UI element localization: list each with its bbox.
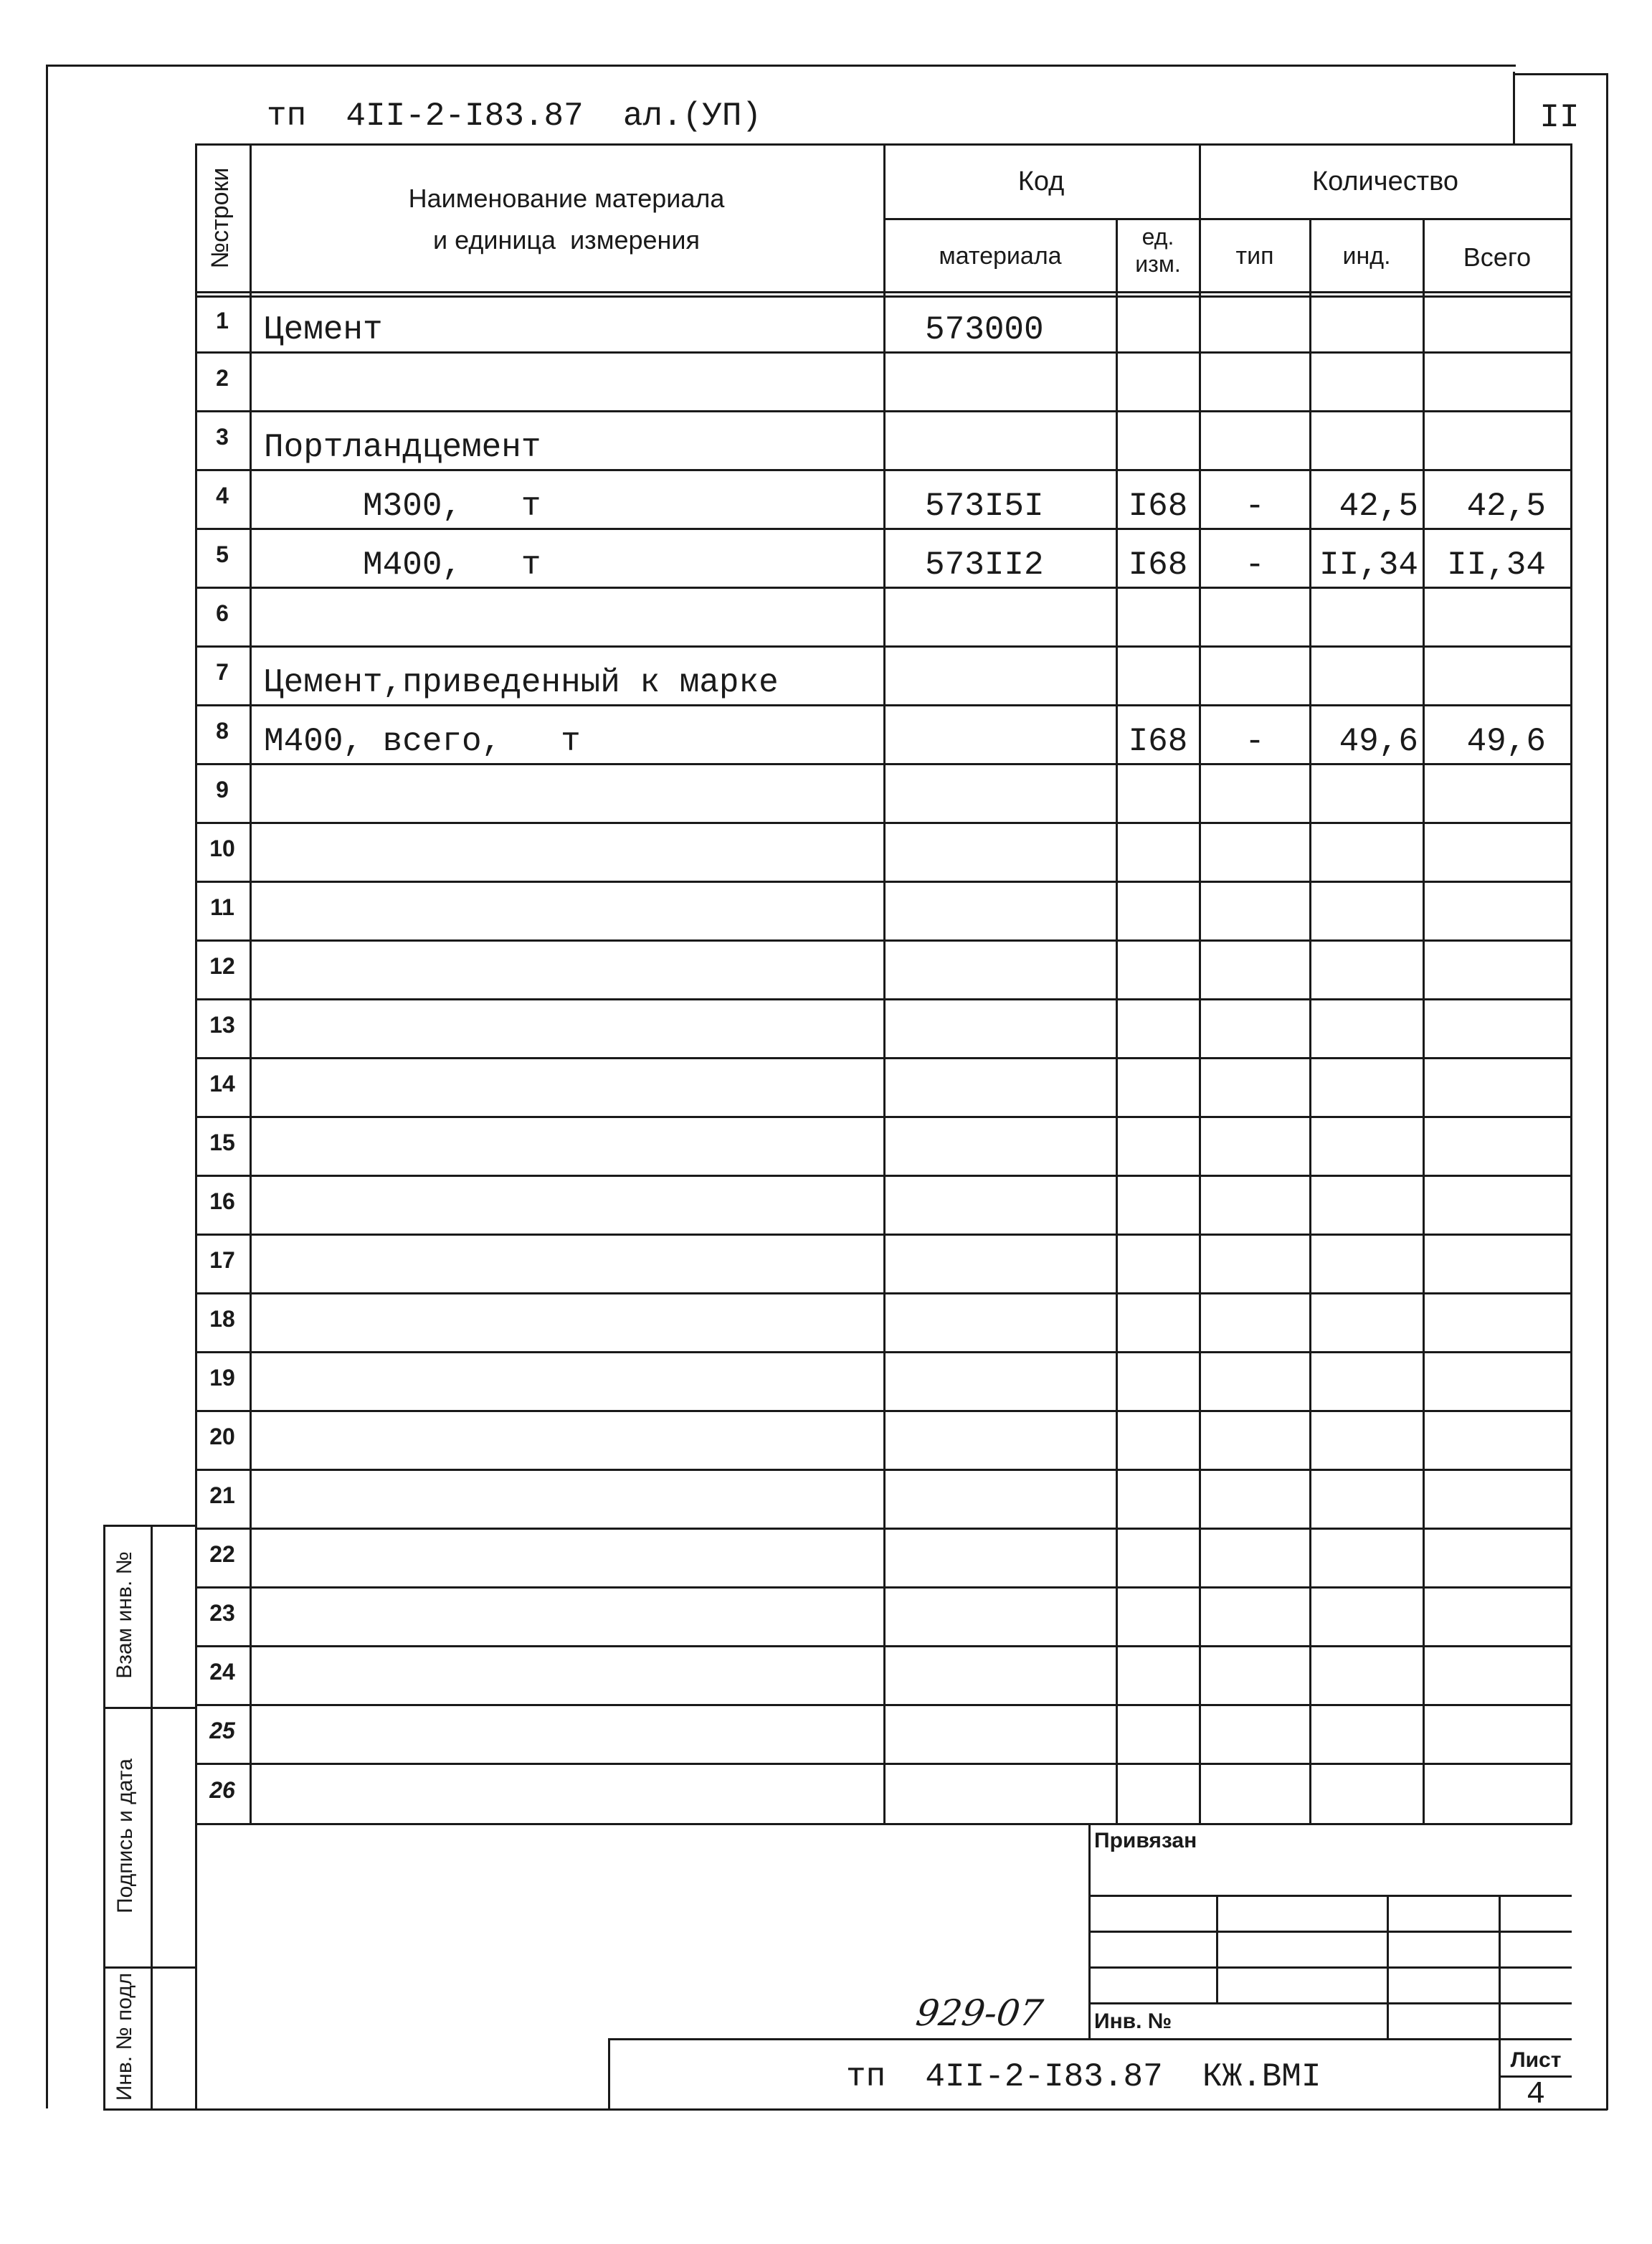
row-divider: [195, 1763, 1572, 1765]
frame-right-line: [1606, 73, 1608, 2110]
col-header-qty-ind: инд.: [1342, 242, 1391, 270]
col-header-code-unit-line2: изм.: [1135, 251, 1181, 277]
row-number: 1: [216, 308, 229, 333]
col-header-name-line2: и единица измерения: [432, 225, 700, 255]
col-header-code-material: материала: [939, 242, 1062, 270]
row-number: 24: [209, 1659, 235, 1685]
row-number: 22: [209, 1541, 235, 1567]
row-divider: [195, 587, 1572, 589]
row-divider: [195, 528, 1572, 530]
row-divider: [195, 763, 1572, 765]
row-number: 6: [216, 600, 229, 626]
row-total: 49,6: [1466, 723, 1546, 760]
tb-doc-box-left: [608, 2038, 610, 2108]
side-stamp-left-line: [103, 1525, 105, 2108]
row-number: 10: [209, 835, 235, 861]
row-total: 42,5: [1466, 488, 1546, 525]
row-unit: I68: [1128, 546, 1188, 584]
col-header-code-unit-line1: ед.: [1141, 224, 1174, 250]
tb-inv-no-label: Инв. №: [1094, 2009, 1172, 2033]
tb-vline-a: [1216, 1895, 1218, 2002]
row-name: М400, всего, т: [264, 723, 581, 760]
side-stamp-inner-line: [151, 1525, 153, 2108]
row-number: 25: [209, 1718, 235, 1743]
row-divider: [195, 1469, 1572, 1471]
row-ind: 42,5: [1339, 488, 1418, 525]
row-divider: [195, 939, 1572, 942]
side-stamp-bottom-line: [103, 2108, 1608, 2111]
row-unit: I68: [1128, 723, 1188, 760]
row-total: II,34: [1446, 546, 1546, 584]
row-divider: [195, 881, 1572, 883]
row-divider: [195, 1528, 1572, 1530]
row-divider: [195, 1645, 1572, 1647]
row-number: 13: [209, 1012, 235, 1038]
page-mark-divider: [1513, 72, 1515, 145]
row-name: М400, т: [264, 546, 541, 584]
col-divider-qty: [1199, 143, 1201, 1824]
row-divider: [195, 1586, 1572, 1589]
col-header-row-no: №строки: [206, 167, 234, 269]
row-divider: [195, 1292, 1572, 1294]
stamp-podpis-data: Подпись и дата: [113, 1758, 137, 1913]
row-divider: [195, 351, 1572, 354]
row-number: 5: [216, 541, 229, 567]
row-number: 15: [209, 1130, 235, 1155]
row-number: 12: [209, 953, 235, 979]
col-divider-code: [883, 143, 886, 1824]
col-header-code: Код: [1017, 166, 1065, 197]
tb-sheet-label: Лист: [1510, 2048, 1562, 2072]
row-number: 2: [216, 365, 229, 391]
row-number: 16: [209, 1188, 235, 1214]
tb-doc-box-top: [608, 2038, 1572, 2040]
row-divider: [195, 1116, 1572, 1118]
header-bottom-border: [195, 291, 1572, 293]
row-number: 26: [209, 1777, 235, 1803]
row-number: 17: [209, 1247, 235, 1273]
frame-left-line: [46, 65, 48, 2108]
row-name: Цемент,приведенный к марке: [264, 664, 779, 701]
row-unit: I68: [1128, 488, 1188, 525]
header-doc-code: тп 4II-2-I83.87 ал.(УП): [267, 98, 762, 135]
row-divider: [195, 1057, 1572, 1059]
row-number: 23: [209, 1600, 235, 1626]
row-code: 573I5I: [925, 488, 1044, 525]
col-header-qty-total: Всего: [1463, 242, 1532, 272]
row-divider: [195, 410, 1572, 412]
tb-doc-code: тп 4II-2-I83.87 КЖ.ВМI: [846, 2058, 1321, 2096]
col-header-quantity: Количество: [1311, 166, 1459, 197]
row-number: 18: [209, 1306, 235, 1332]
row-divider: [195, 645, 1572, 648]
row-name: Цемент: [264, 311, 383, 349]
col-divider-ind: [1309, 218, 1311, 1824]
tb-handwritten-no: 929-07: [913, 1992, 1046, 2034]
col-header-name-line1: Наименование материала: [408, 184, 725, 213]
col-divider-total: [1423, 218, 1425, 1824]
row-type: -: [1245, 723, 1265, 760]
row-number: 7: [216, 659, 229, 685]
row-divider: [195, 469, 1572, 471]
row-ind: II,34: [1319, 546, 1418, 584]
col-divider-unit: [1116, 218, 1118, 1824]
row-code: 573000: [925, 311, 1044, 349]
tb-sheet-no: 4: [1526, 2077, 1546, 2113]
row-ind: 49,6: [1339, 723, 1418, 760]
row-divider: [195, 1704, 1572, 1706]
row-number: 9: [216, 777, 229, 803]
col-divider-name: [250, 143, 252, 1824]
row-number: 4: [216, 483, 229, 508]
tb-privyazan-label: Привязан: [1094, 1829, 1197, 1852]
row-type: -: [1245, 488, 1265, 525]
col-header-qty-type: тип: [1235, 242, 1274, 270]
row-number: 21: [209, 1482, 235, 1508]
row-number: 20: [209, 1424, 235, 1449]
row-name: М300, т: [264, 488, 541, 525]
row-type: -: [1245, 546, 1265, 584]
row-divider: [195, 704, 1572, 706]
table-right-border: [1570, 143, 1572, 1824]
table-bottom-border: [195, 1823, 1572, 1825]
tb-vline-c: [1499, 1895, 1501, 2110]
row-divider: [195, 998, 1572, 1000]
header-bottom-border-2: [195, 295, 1572, 298]
row-name: Портландцемент: [264, 429, 541, 466]
row-number: 19: [209, 1365, 235, 1391]
row-number: 3: [216, 424, 229, 450]
header-page-mark: II: [1539, 99, 1580, 136]
stamp-vzam-inv: Взам инв. №: [113, 1551, 136, 1679]
side-stamp-sep-1: [103, 1707, 196, 1709]
row-number: 11: [210, 894, 234, 920]
header-subdivider: [883, 218, 1570, 220]
row-divider: [195, 1175, 1572, 1177]
row-number: 8: [216, 718, 229, 744]
row-number: 14: [209, 1071, 235, 1097]
frame-top-right-line: [1513, 73, 1606, 75]
row-divider: [195, 1351, 1572, 1353]
row-code: 573II2: [925, 546, 1044, 584]
row-divider: [195, 822, 1572, 824]
stamp-inv-podl: Инв. № подл: [113, 1972, 136, 2101]
tb-vline-b: [1387, 1895, 1389, 2038]
frame-top-line: [46, 65, 1516, 67]
row-divider: [195, 1234, 1572, 1236]
row-divider: [195, 1410, 1572, 1412]
